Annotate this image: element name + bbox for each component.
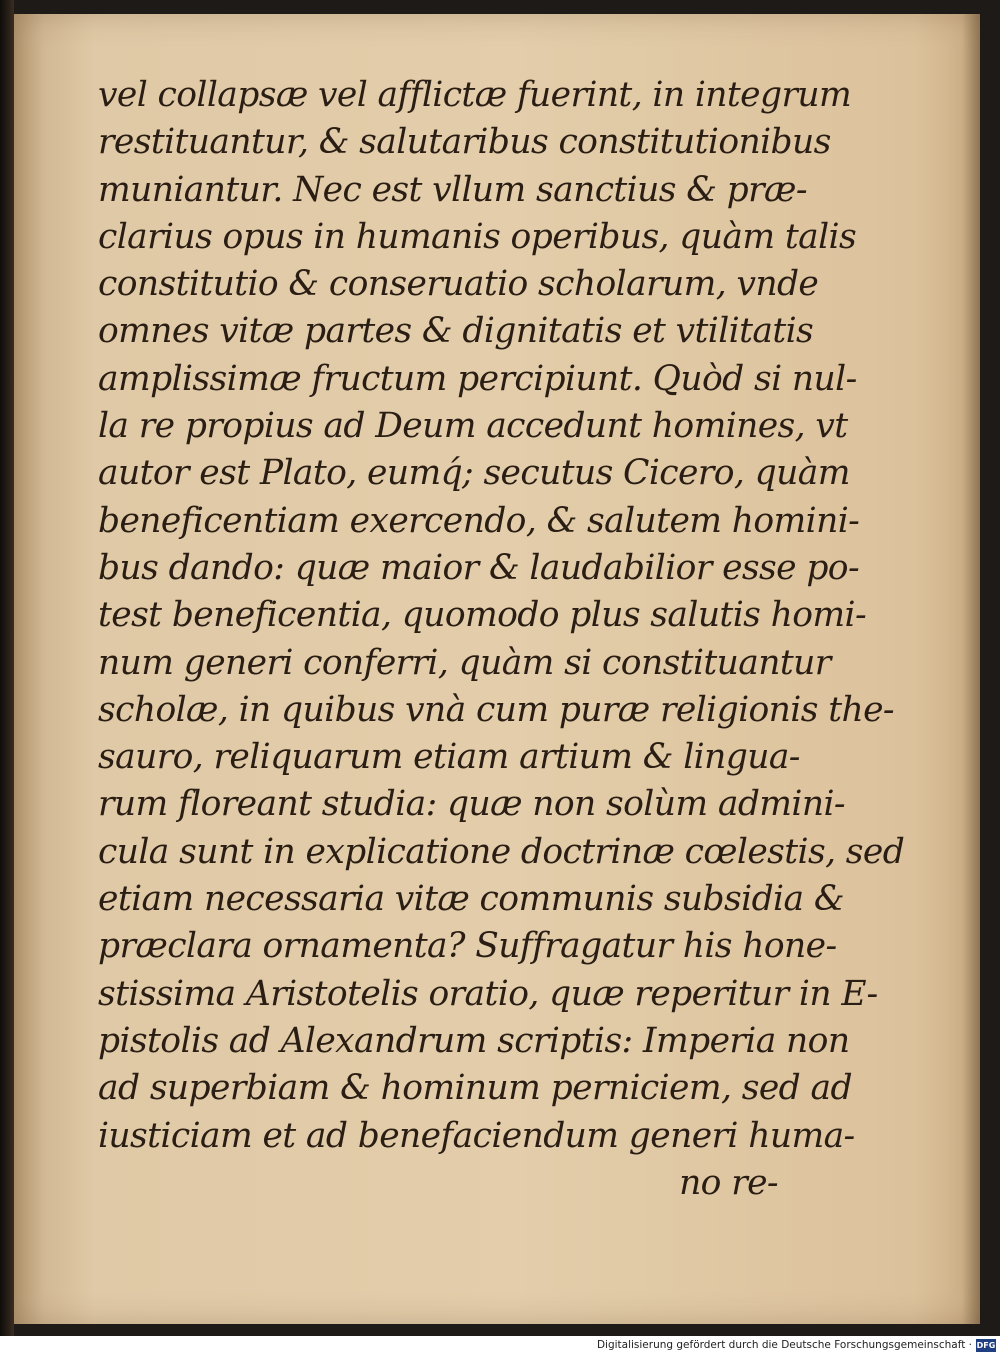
text-line: restituantur, & salutaribus constitutionibus — [98, 122, 831, 163]
text-line: vel collapsæ vel afflictæ fuerint, in integrum — [98, 75, 852, 115]
funding-credit: Digitalisierung gefördert durch die Deutsche Forschungsgemeinschaft · — [596, 1339, 972, 1351]
book-page — [14, 14, 980, 1324]
text-line: sauro, reliquarum etiam artium & lingua- — [98, 737, 800, 778]
digitization-footer — [0, 1336, 1000, 1356]
dfg-logo-icon: DFG — [976, 1341, 996, 1350]
text-line: stissima Aristotelis oratio, quæ reperitur in E- — [98, 973, 878, 1014]
text-line: omnes vitæ partes & dignitatis et vtilitatis — [98, 311, 814, 352]
text-line: num generi conferri, quàm si constituantur — [98, 642, 831, 683]
text-line: test beneficentia, quomodo plus salutis homi- — [98, 595, 866, 636]
book-spine-edge — [0, 0, 14, 1336]
text-line: cula sunt in explicatione doctrinæ cœlestis, sed — [98, 831, 905, 872]
text-line: ad superbiam & hominum perniciem, sed ad — [98, 1068, 852, 1109]
text-line: iusticiam et ad benefaciendum generi huma- — [98, 1115, 855, 1156]
text-line: præclara ornamenta? Suffragatur his hone- — [98, 926, 837, 967]
text-line: rum floreant studia: quæ non solùm admini- — [98, 784, 845, 825]
catchword-line: no re- — [679, 1162, 778, 1203]
text-line: pistolis ad Alexandrum scriptis: Imperia non — [98, 1020, 850, 1061]
text-line: scholæ, in quibus vnà cum puræ religionis the- — [98, 689, 894, 730]
text-line: beneficentiam exercendo, & salutem homini- — [98, 500, 860, 541]
text-line: clarius opus in humanis operibus, quàm talis — [98, 216, 857, 257]
text-line: muniantur. Nec est vllum sanctius & præ- — [98, 169, 807, 210]
text-line: amplissimæ fructum percipiunt. Quòd si nul- — [98, 358, 857, 399]
text-line: etiam necessaria vitæ communis subsidia & — [98, 879, 844, 920]
text-line: autor est Plato, eumq́; secutus Cicero, quàm — [98, 453, 850, 494]
text-line: la re propius ad Deum accedunt homines, vt — [98, 406, 848, 447]
page-text-block — [98, 72, 905, 1207]
text-line: bus dando: quæ maior & laudabilior esse po- — [98, 547, 860, 588]
text-line: constitutio & conseruatio scholarum, vnde — [98, 264, 819, 305]
